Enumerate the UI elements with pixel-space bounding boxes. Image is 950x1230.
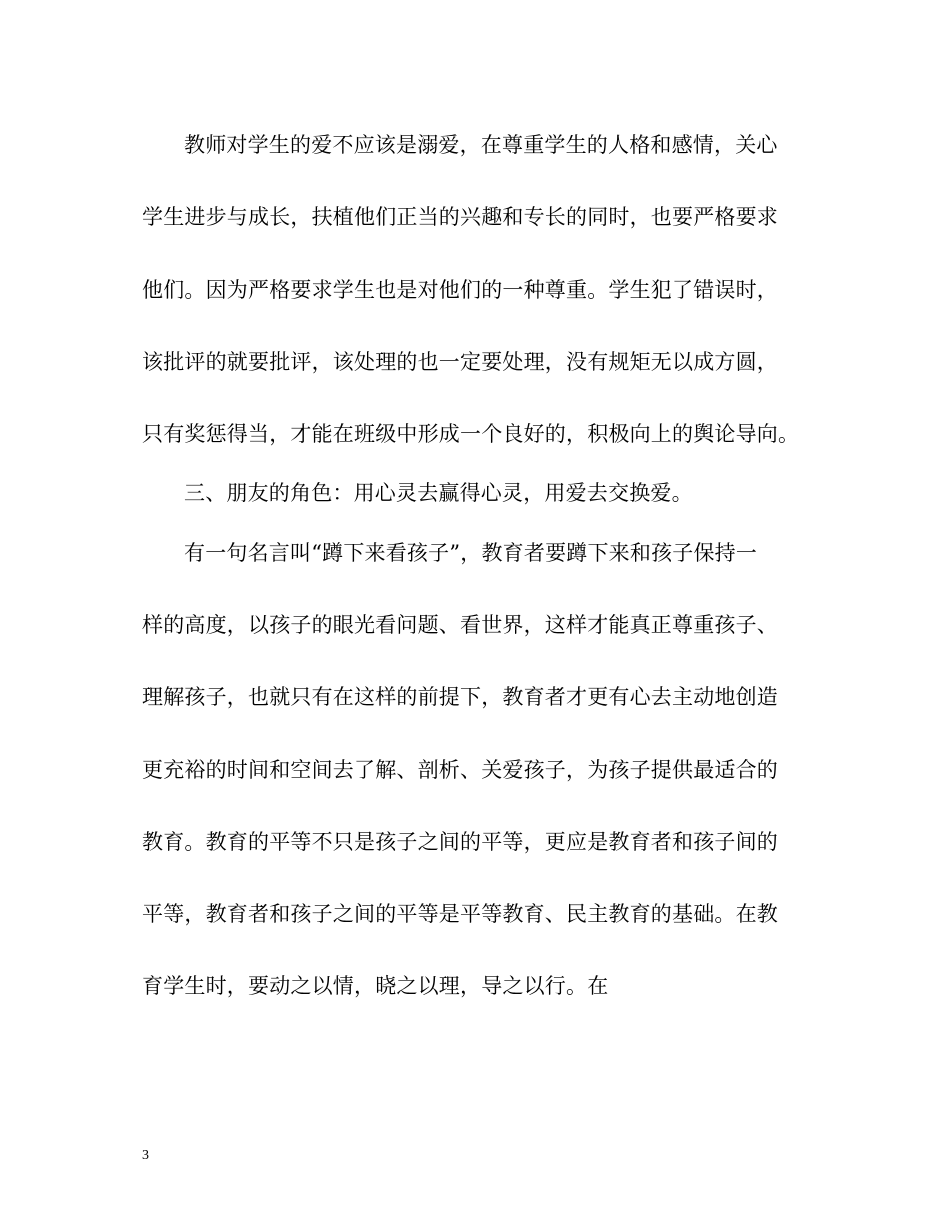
paragraph-line: 教师对学生的爱不应该是溺爱，在尊重学生的人格和感情，关心 [184, 133, 778, 157]
section-heading: 三、朋友的角色：用心灵去赢得心灵，用爱去交换爱。 [184, 481, 693, 505]
paragraph-line: 学生进步与成长，扶植他们正当的兴趣和专长的同时，也要严格要求 [142, 205, 778, 229]
paragraph-line: 平等，教育者和孩子之间的平等是平等教育、民主教育的基础。在教 [142, 902, 778, 926]
paragraph-line: 有一句名言叫“蹲下来看孩子”，教育者要蹲下来和孩子保持一 [184, 541, 758, 565]
paragraph-line: 他们。因为严格要求学生也是对他们的一种尊重。学生犯了错误时， [142, 278, 778, 302]
paragraph-line: 样的高度，以孩子的眼光看问题、看世界，这样才能真正尊重孩子、 [142, 613, 778, 637]
paragraph-line: 育学生时，要动之以情，晓之以理，导之以行。在 [142, 974, 609, 998]
page-number: 3 [142, 1148, 149, 1163]
paragraph-line: 理解孩子，也就只有在这样的前提下，教育者才更有心去主动地创造 [142, 685, 778, 709]
paragraph-line: 更充裕的时间和空间去了解、剖析、关爱孩子，为孩子提供最适合的 [142, 758, 778, 782]
paragraph-line: 只有奖惩得当，才能在班级中形成一个良好的，积极向上的舆论导向。 [142, 422, 800, 446]
paragraph-line: 教育。教育的平等不只是孩子之间的平等，更应是教育者和孩子间的 [142, 830, 778, 854]
paragraph-line: 该批评的就要批评，该处理的也一定要处理，没有规矩无以成方圆， [142, 350, 778, 374]
